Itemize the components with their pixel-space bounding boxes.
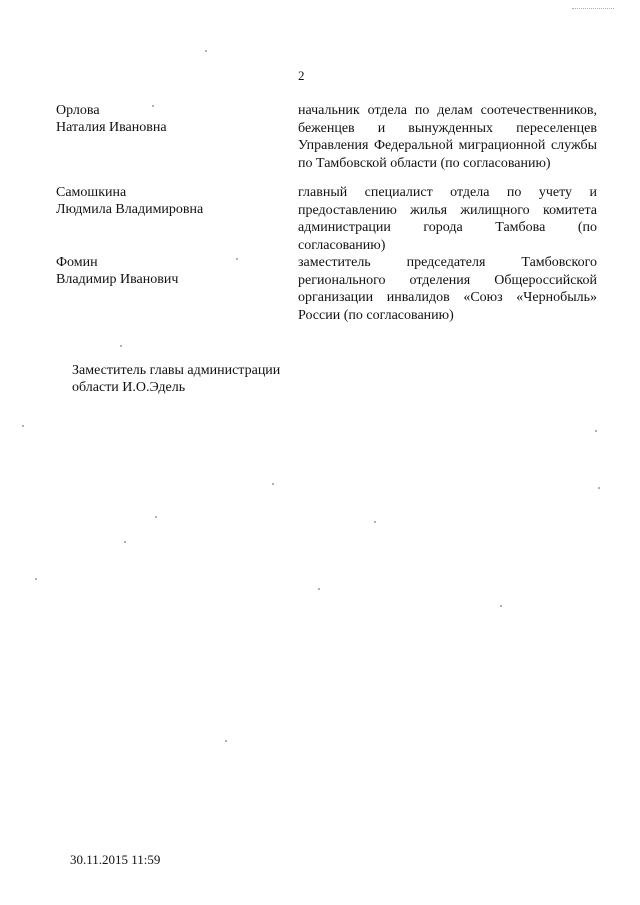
member-role: главный специалист отдела по учету и предоставлению жилья жилищного комитета администрации города Тамбова (по согласованию) — [298, 185, 597, 253]
member-given-names: Наталия Ивановна — [56, 120, 167, 135]
member-surname: Орлова — [56, 103, 100, 118]
member-name — [56, 254, 276, 288]
scan-speck — [236, 258, 238, 260]
scan-corner-mark — [572, 6, 614, 9]
scan-speck — [35, 578, 37, 580]
scan-speck — [22, 425, 24, 427]
member-surname: Самошкина — [56, 185, 127, 200]
signature-name: области И.О.Эдель — [72, 380, 186, 395]
member-role: заместитель председателя Тамбовского регионального отделения Общероссийской организации инвалидов «Союз «Чернобыль» России (по согласованию) — [298, 255, 597, 323]
scan-speck — [318, 588, 320, 590]
scan-speck — [225, 740, 227, 742]
scan-speck — [272, 483, 274, 485]
scan-speck — [124, 541, 126, 543]
footer-timestamp: 30.11.2015 11:59 — [70, 852, 161, 867]
member-surname: Фомин — [56, 255, 98, 270]
page-number: 2 — [298, 68, 305, 83]
member-name — [56, 184, 276, 218]
signature-title: Заместитель главы администрации — [72, 363, 281, 378]
scan-speck — [598, 487, 600, 489]
member-given-names: Владимир Иванович — [56, 272, 179, 287]
scan-speck — [374, 521, 376, 523]
scan-speck — [152, 105, 154, 107]
scan-speck — [155, 516, 157, 518]
scan-speck — [120, 345, 122, 347]
scan-speck — [205, 50, 207, 52]
signature-block — [72, 362, 332, 396]
scan-speck — [500, 605, 502, 607]
member-role: начальник отдела по делам соотечественников, беженцев и вынужденных переселенцев Управления Федеральной миграционной службы по Тамбовской области (по согласованию) — [298, 103, 597, 171]
member-name — [56, 102, 276, 136]
member-given-names: Людмила Владимировна — [56, 202, 204, 217]
scan-speck — [595, 430, 597, 432]
